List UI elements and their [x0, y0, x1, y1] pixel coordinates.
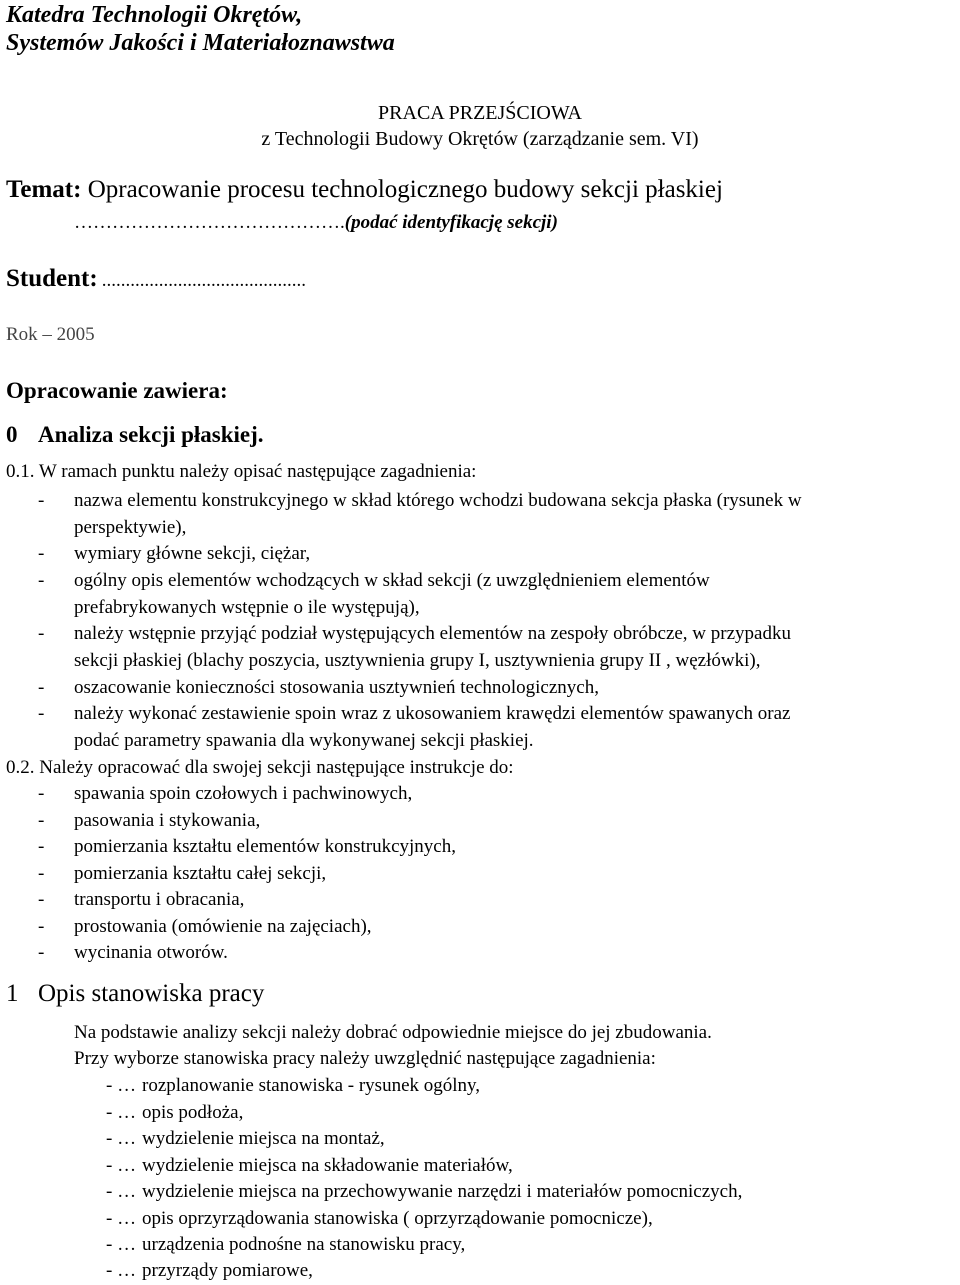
list-item: wydzielenie miejsca na składowanie materiałów, — [142, 1155, 513, 1176]
student-dots: ........................................... — [101, 270, 306, 291]
topic-identification — [74, 212, 558, 234]
topic-note: (podać identyfikację sekcji) — [344, 212, 558, 233]
list-item: wymiary główne sekcji, ciężar, — [74, 543, 311, 564]
topic-label: Temat: — [6, 176, 82, 203]
list-dash: - — [38, 810, 45, 831]
student-label: Student: — [6, 265, 98, 292]
list-item: pasowania i stykowania, — [74, 810, 261, 831]
subsection-0-1-number: 0.1. — [6, 461, 35, 482]
subsection-0-1 — [6, 461, 476, 483]
topic-line — [6, 176, 723, 204]
department-name-line1: Katedra Technologii Okrętów, — [6, 2, 303, 28]
list-item: pomierzania kształtu elementów konstrukcyjnych, — [74, 836, 456, 857]
document-title: PRACA PRZEJŚCIOWA — [378, 102, 582, 124]
list-dash: - — [38, 863, 45, 884]
list-item: rozplanowanie stanowiska - rysunek ogólny, — [142, 1075, 481, 1096]
list-item: urządzenia podnośne na stanowisku pracy, — [142, 1234, 466, 1255]
subsection-0-1-intro: W ramach punktu należy opisać następujące zagadnienia: — [38, 461, 477, 482]
list-item-continuation: prefabrykowanych wstępnie o ile występują), — [74, 597, 420, 618]
list-item: ogólny opis elementów wchodzących w skład sekcji (z uwzględnieniem elementów — [74, 570, 710, 591]
list-item-continuation: sekcji płaskiej (blachy poszycia, usztywnienia grupy I, usztywnienia grupy II , węzłówki), — [74, 650, 761, 671]
list-item-continuation: podać parametry spawania dla wykonywanej sekcji płaskiej. — [74, 730, 534, 751]
list-item: należy wstępnie przyjąć podział występujących elementów na zespoły obróbcze, w przypadku — [74, 623, 791, 644]
student-line — [6, 265, 306, 293]
list-item: opis oprzyrządowania stanowiska ( oprzyrządowanie pomocnicze), — [142, 1208, 653, 1229]
list-dash: - — [38, 889, 45, 910]
list-item: pomierzania kształtu całej sekcji, — [74, 863, 327, 884]
list-dash: - — [38, 623, 45, 644]
list-dash: - — [38, 783, 45, 804]
list-dash: - — [38, 703, 45, 724]
contents-heading: Opracowanie zawiera: — [6, 378, 228, 403]
list-item: wydzielenie miejsca na montaż, — [142, 1128, 385, 1149]
list-dash: - — [38, 942, 45, 963]
list-dash: - — [38, 570, 45, 591]
list-dash: - — [38, 543, 45, 564]
list-item: opis podłoża, — [142, 1102, 244, 1123]
list-item: przyrządy pomiarowe, — [142, 1260, 313, 1281]
list-marker: - … — [106, 1155, 137, 1176]
list-dash: - — [38, 836, 45, 857]
topic-text: Opracowanie procesu technologicznego budowy sekcji płaskiej — [87, 176, 723, 203]
list-dash: - — [38, 490, 45, 511]
list-item: wycinania otworów. — [74, 942, 228, 963]
list-item: spawania spoin czołowych i pachwinowych, — [74, 783, 413, 804]
list-marker: - … — [106, 1075, 137, 1096]
list-item: prostowania (omówienie na zajęciach), — [74, 916, 372, 937]
list-item: transportu i obracania, — [74, 889, 245, 910]
list-item: należy wykonać zestawienie spoin wraz z ukosowaniem krawędzi elementów spawanych oraz — [74, 703, 791, 724]
list-item: oszacowanie konieczności stosowania usztywnień technologicznych, — [74, 677, 599, 698]
list-marker: - … — [106, 1260, 137, 1281]
list-item-continuation: perspektywie), — [74, 517, 187, 538]
list-dash: - — [38, 677, 45, 698]
list-marker: - … — [106, 1208, 137, 1229]
subsection-0-2-number: 0.2. — [6, 757, 35, 778]
document-subtitle: z Technologii Budowy Okrętów (zarządzanie sem. VI) — [261, 128, 699, 150]
list-marker: - … — [106, 1102, 137, 1123]
list-marker: - … — [106, 1128, 137, 1149]
section-1-paragraph-2: Przy wyborze stanowiska pracy należy uwzględnić następujące zagadnienia: — [74, 1048, 656, 1069]
section-1-title: Opis stanowiska pracy — [38, 980, 265, 1007]
list-marker: - … — [106, 1234, 137, 1255]
topic-dots: ……………………………………. — [74, 212, 345, 233]
subsection-0-2-intro: Należy opracować dla swojej sekcji następujące instrukcje do: — [39, 757, 514, 778]
list-marker: - … — [106, 1181, 137, 1202]
list-item: wydzielenie miejsca na przechowywanie narzędzi i materiałów pomocniczych, — [142, 1181, 743, 1202]
section-0-title: Analiza sekcji płaskiej. — [38, 422, 264, 447]
subsection-0-2 — [6, 757, 514, 779]
list-item: nazwa elementu konstrukcyjnego w skład którego wchodzi budowana sekcja płaska (rysunek w — [74, 490, 802, 511]
department-name-line2: Systemów Jakości i Materiałoznawstwa — [6, 30, 395, 56]
year-text: Rok – 2005 — [6, 324, 95, 345]
list-dash: - — [38, 916, 45, 937]
section-0-number: 0 — [6, 422, 18, 447]
section-1-number: 1 — [6, 980, 19, 1007]
section-1-paragraph-1: Na podstawie analizy sekcji należy dobrać odpowiednie miejsce do jej zbudowania. — [74, 1022, 712, 1043]
